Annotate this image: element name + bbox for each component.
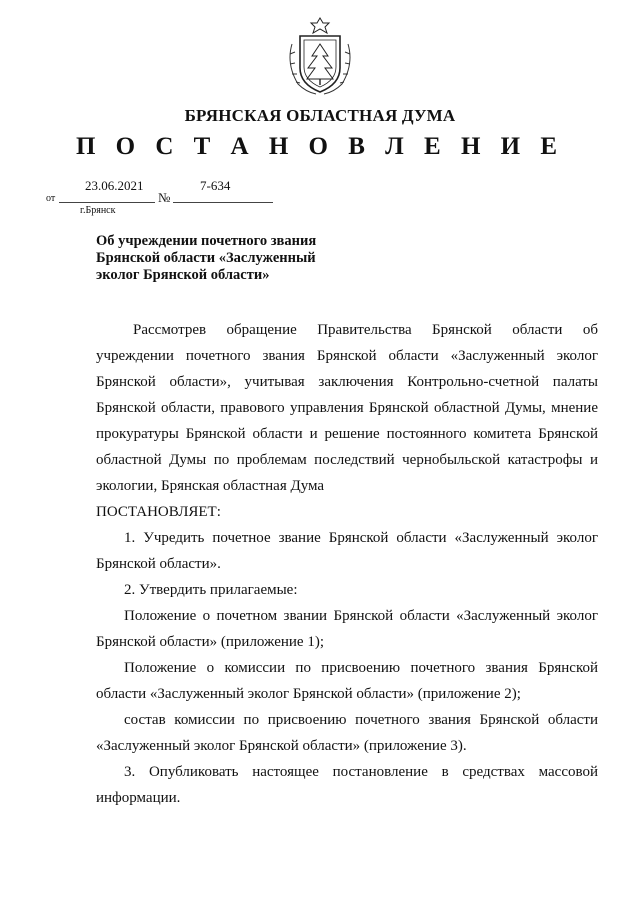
text-line: учреждении почетного звания Брянской области «Заслуженный эколог <box>96 348 598 364</box>
item-2c-line: состав комиссии по присвоению почетного звания Брянской области <box>124 712 598 728</box>
number-prefix: № <box>158 190 171 205</box>
subject-line: эколог Брянской области» <box>96 267 270 283</box>
date-underline <box>59 202 155 203</box>
item-2b-line: Положение о комиссии по присвоению почетного звания Брянской <box>124 660 598 676</box>
bryansk-oblast-coat-of-arms-icon <box>286 14 354 98</box>
item-3-line: информации. <box>96 790 181 806</box>
text-line: Брянской области», учитывая заключения Контрольно-счетной палаты <box>96 374 598 390</box>
document-type-heading: П О С Т А Н О В Л Е Н И Е <box>75 133 565 160</box>
text-line: областной Думы по проблемам последствий чернобыльской катастрофы и <box>96 452 598 468</box>
item-2b-line: области «Заслуженный эколог Брянской области» (приложение 2); <box>96 686 521 702</box>
date-prefix: от <box>46 193 56 204</box>
item-2: 2. Утвердить прилагаемые: <box>124 582 298 598</box>
subject-line: Брянской области «Заслуженный <box>96 250 316 266</box>
item-3-line: 3. Опубликовать настоящее постановление в средствах массовой <box>124 764 598 780</box>
document-number: 7-634 <box>200 178 231 193</box>
document-date: 23.06.2021 <box>85 178 144 193</box>
text-line: прокуратуры Брянской области и решение постоянного комитета Брянской <box>96 426 598 442</box>
city-name: г.Брянск <box>80 205 116 216</box>
number-underline <box>173 202 273 203</box>
text-line: экологии, Брянская областная Дума <box>96 478 325 494</box>
document-subject <box>96 233 356 284</box>
resolution-items <box>96 525 598 811</box>
text-line: Рассмотрев обращение Правительства Брянской области об <box>133 322 598 338</box>
item-1-line: Брянской области». <box>96 556 221 572</box>
organization-name: БРЯНСКАЯ ОБЛАСТНАЯ ДУМА <box>184 106 456 125</box>
preamble-paragraph <box>96 317 598 525</box>
subject-line: Об учреждении почетного звания <box>96 233 317 249</box>
item-2a-line: Положение о почетном звании Брянской области «Заслуженный эколог <box>124 608 598 624</box>
item-2c-line: «Заслуженный эколог Брянской области» (приложение 3). <box>96 738 467 754</box>
text-line: Брянской области, правового управления Брянской областной Думы, мнение <box>96 400 598 416</box>
resolves-label: ПОСТАНОВЛЯЕТ: <box>96 504 221 520</box>
item-2a-line: Брянской области» (приложение 1); <box>96 634 325 650</box>
item-1-line: 1. Учредить почетное звание Брянской области «Заслуженный эколог <box>124 530 598 546</box>
